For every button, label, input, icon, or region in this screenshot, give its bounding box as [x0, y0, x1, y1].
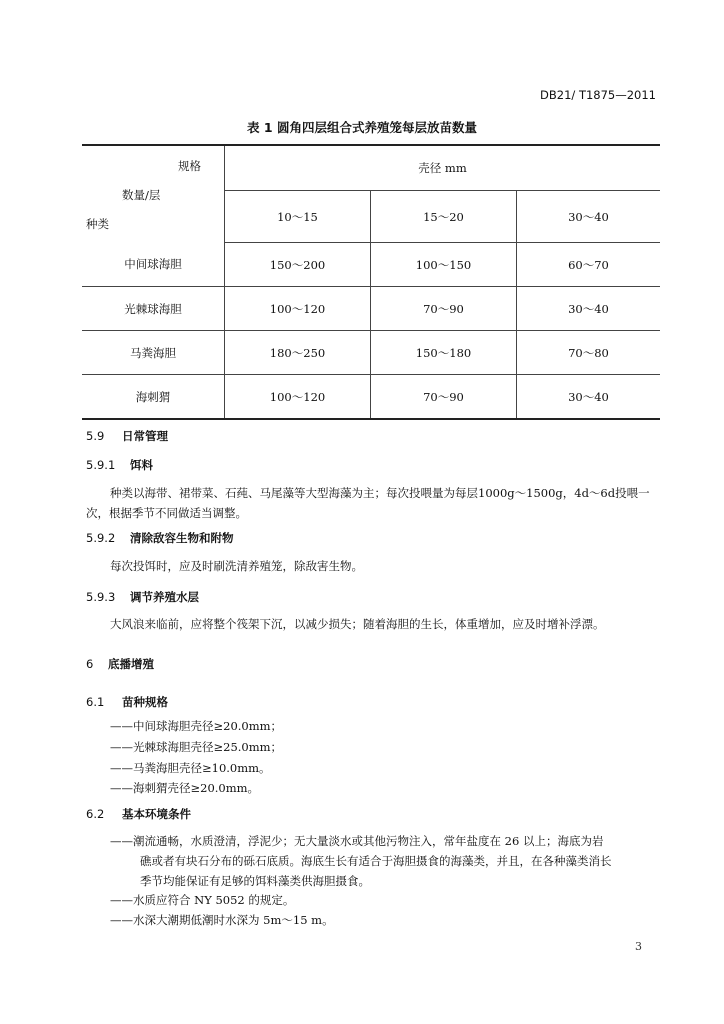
table-cell: 180～250 — [225, 331, 371, 375]
list-item: ——水深大潮期低潮时水深为 5m～15 m。 — [110, 913, 334, 927]
page-number: 3 — [635, 940, 642, 953]
table-cell: 150～180 — [371, 331, 517, 375]
table-cell: 30～40 — [517, 287, 661, 331]
list-item: ——马粪海胆壳径≥10.0mm。 — [110, 761, 271, 775]
diagonal-header-cell — [82, 145, 225, 243]
list-item: ——中间球海胆壳径≥20.0mm； — [110, 719, 283, 733]
header-spec-label: 规格 — [178, 159, 201, 173]
table-cell: 150～200 — [225, 243, 371, 287]
column-header: 10～15 — [225, 191, 371, 243]
table-cell: 100～120 — [225, 375, 371, 420]
list-item: ——海刺猬壳径≥20.0mm。 — [110, 781, 260, 795]
section-heading: 5.9 日常管理 — [86, 429, 168, 443]
section-heading: 5.9.2 清除敌容生物和附物 — [86, 531, 234, 545]
table-cell: 60～70 — [517, 243, 661, 287]
standard-code: DB21/ T1875—2011 — [540, 88, 656, 102]
table-cell: 100～150 — [371, 243, 517, 287]
table-cell: 70～90 — [371, 375, 517, 420]
list-item: ——潮流通畅，水质澄清，浮泥少；无大量淡水或其他污物注入，常年盐度在 26 以上；海底为岩 礁或者有块石分布的砾石底质。海底生长有适合于海胆摄食的海藻类，并且，在各种藻类消长 季节均能保证有足够的饵料藻类供海胆摄食。 — [110, 834, 612, 888]
table-cell: 70～90 — [371, 287, 517, 331]
table-cell: 70～80 — [517, 331, 661, 375]
header-qty-label: 数量/层 — [122, 188, 161, 202]
section-heading: 6.2 基本环境条件 — [86, 807, 191, 821]
column-header: 15～20 — [371, 191, 517, 243]
header-species-label: 种类 — [86, 217, 109, 231]
species-cell: 海刺猬 — [82, 375, 225, 420]
chapter-heading: 6 底播增殖 — [86, 657, 154, 671]
paragraph: 每次投饵时，应及时刷洗清养殖笼，除敌害生物。 — [110, 559, 363, 573]
species-cell: 马粪海胆 — [82, 331, 225, 375]
paragraph: 大风浪来临前，应将整个筏架下沉，以减少损失；随着海胆的生长，体重增加，应及时增补浮漂。 — [110, 617, 605, 631]
list-item: ——光棘球海胆壳径≥25.0mm； — [110, 740, 283, 754]
section-heading: 5.9.3 调节养殖水层 — [86, 590, 199, 604]
table-title: 表 1 圆角四层组合式养殖笼每层放苗数量 — [247, 120, 477, 135]
list-item: ——水质应符合 NY 5052 的规定。 — [110, 893, 295, 907]
column-header: 30～40 — [517, 191, 661, 243]
seed-table — [82, 144, 660, 420]
species-cell: 中间球海胆 — [82, 243, 225, 287]
species-cell: 光棘球海胆 — [82, 287, 225, 331]
paragraph: 种类以海带、裙带菜、石莼、马尾藻等大型海藻为主；每次投喂量为每层1000g～1500g，4d～6d投喂一次，根据季节不同做适当调整。 — [86, 486, 650, 520]
section-heading: 5.9.1 饵料 — [86, 458, 153, 472]
shell-diameter-header: 壳径 mm — [225, 145, 661, 191]
table-cell: 30～40 — [517, 375, 661, 420]
table-cell: 100～120 — [225, 287, 371, 331]
section-heading: 6.1 苗种规格 — [86, 695, 168, 709]
